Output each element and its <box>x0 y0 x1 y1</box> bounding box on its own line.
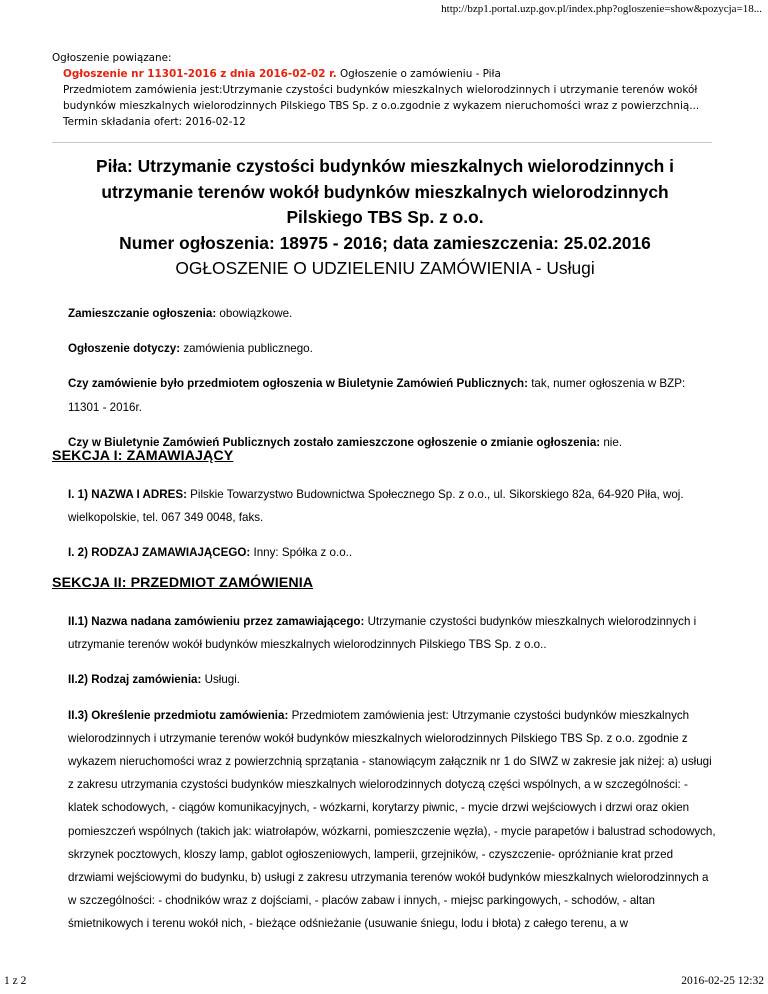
section-2-body <box>68 610 718 936</box>
page-title <box>60 154 710 282</box>
related-notice-deadline: Termin składania ofert: 2016-02-12 <box>63 116 246 128</box>
related-notice-link-suffix: Ogłoszenie o zamówieniu - Piła <box>336 68 501 80</box>
contract-name: II.1) Nazwa nadana zamówieniu przez zamawiającego: Utrzymanie czystości budynków mieszkalnych wielorodzinnych i utrzymanie terenów wokół budynków mieszkalnych wielorodzinnych Pilskiego TBS Sp. z o.o.. <box>68 615 697 652</box>
print-datetime: 2016-02-25 12:32 <box>681 975 764 987</box>
print-header-url: http://bzp1.portal.uzp.gov.pl/index.php?ogloszenie=show&pozycja=18... <box>441 3 762 15</box>
related-notice-label: Ogłoszenie powiązane: <box>52 52 172 64</box>
meta-concerns: Ogłoszenie dotyczy: zamówienia publicznego. <box>68 342 313 356</box>
separator-line <box>52 142 712 143</box>
contract-kind: II.2) Rodzaj zamówienia: Usługi. <box>68 673 241 687</box>
meta-placement: Zamieszczanie ogłoszenia: obowiązkowe. <box>68 307 293 320</box>
related-notice-link[interactable]: Ogłoszenie nr 11301-2016 z dnia 2016-02-02 r. <box>63 68 337 80</box>
section-1-body <box>68 483 718 565</box>
contracting-authority-name: I. 1) NAZWA I ADRES: Pilskie Towarzystwo Budownictwa Społecznego Sp. z o.o., ul. Sikorskiego 82a, 64-920 Piła, woj. wielkopolskie, tel. 067 349 0048, faks. <box>68 488 684 525</box>
meta-change: Czy w Biuletynie Zamówień Publicznych zostało zamieszczone ogłoszenie o zmianie ogłoszenia: nie. <box>68 435 623 449</box>
related-notice <box>52 50 724 130</box>
notice-number-line: Numer ogłoszenia: 18975 - 2016; data zamieszczenia: 25.02.2016 <box>119 232 651 253</box>
section-2-heading: SEKCJA II: PRZEDMIOT ZAMÓWIENIA <box>52 575 314 591</box>
contract-subject: II.3) Określenie przedmiotu zamówienia: Przedmiotem zamówienia jest: Utrzymanie czystości budynków mieszkalnych wielorodzinnych i utrzymanie terenów wokół budynków mieszkalnych wielorodzinnych Pilskiego TBS Sp. z o.o. zgodnie z wykazem nieruchomości wraz z powierzchnią sprzątania - stanowiącym załącznik nr 1 do SIWZ w zakresie jak niżej: a) usługi z zakresu utrzymania czystości budynków mieszkalnych wielorodzinnych dotyczą części wspólnych, a w szczególności: - klatek schodowych, - ciągów komunikacyjnych, - wózkarni, korytarzy piwnic, - mycie drzwi wejściowych i drzwi oraz okien pomieszczeń wspólnych (takich jak: wiatrołapów, wózkarni, pomieszczenie węzła), - mycie parapetów i balustrad schodowych, skrzynek pocztowych, kloszy lamp, gablot ogłoszeniowych, lamperii, grzejników, - czyszczenie- opróżnianie krat przed drzwiami wejściowymi do budynku, b) usługi z zakresu utrzymania terenów wokół budynków mieszkalnych wielorodzinnych a w szczególności: - chodników wraz z dojściami, - placów zabaw i innych, - miejsc parkingowych, - schodów, - altan śmietnikowych i terenu wokół nich, - bieżące odśnieżanie (usuwanie śniegu, lodu i błota) z całego terenu, a w <box>68 708 716 931</box>
page-number: 1 z 2 <box>4 975 27 987</box>
title-line-2: utrzymanie terenów wokół budynków mieszkalnych wielorodzinnych <box>101 181 669 202</box>
notice-meta <box>68 302 718 454</box>
meta-bzp: Czy zamówienie było przedmiotem ogłoszenia w Biuletynie Zamówień Publicznych: tak, numer ogłoszenia w BZP: 11301 - 2016r. <box>68 377 686 414</box>
section-1-heading: SEKCJA I: ZAMAWIAJĄCY <box>52 448 234 464</box>
title-line-1: Piła: Utrzymanie czystości budynków mieszkalnych wielorodzinnych i <box>96 156 674 176</box>
title-line-3: Pilskiego TBS Sp. z o.o. <box>286 207 484 227</box>
notice-type-subtitle: OGŁOSZENIE O UDZIELENIU ZAMÓWIENIA - Usługi <box>175 258 595 278</box>
related-notice-description: Przedmiotem zamówienia jest:Utrzymanie czystości budynków mieszkalnych wielorodzinnych i utrzymanie terenów wokół budynków mieszkalnych wielorodzinnych Pilskiego TBS Sp. z o.o.zgodnie z wykazem nieruchomości wraz z powierzchnią... <box>63 84 700 112</box>
contracting-authority-type: I. 2) RODZAJ ZAMAWIAJĄCEGO: Inny: Spółka z o.o.. <box>68 546 353 560</box>
